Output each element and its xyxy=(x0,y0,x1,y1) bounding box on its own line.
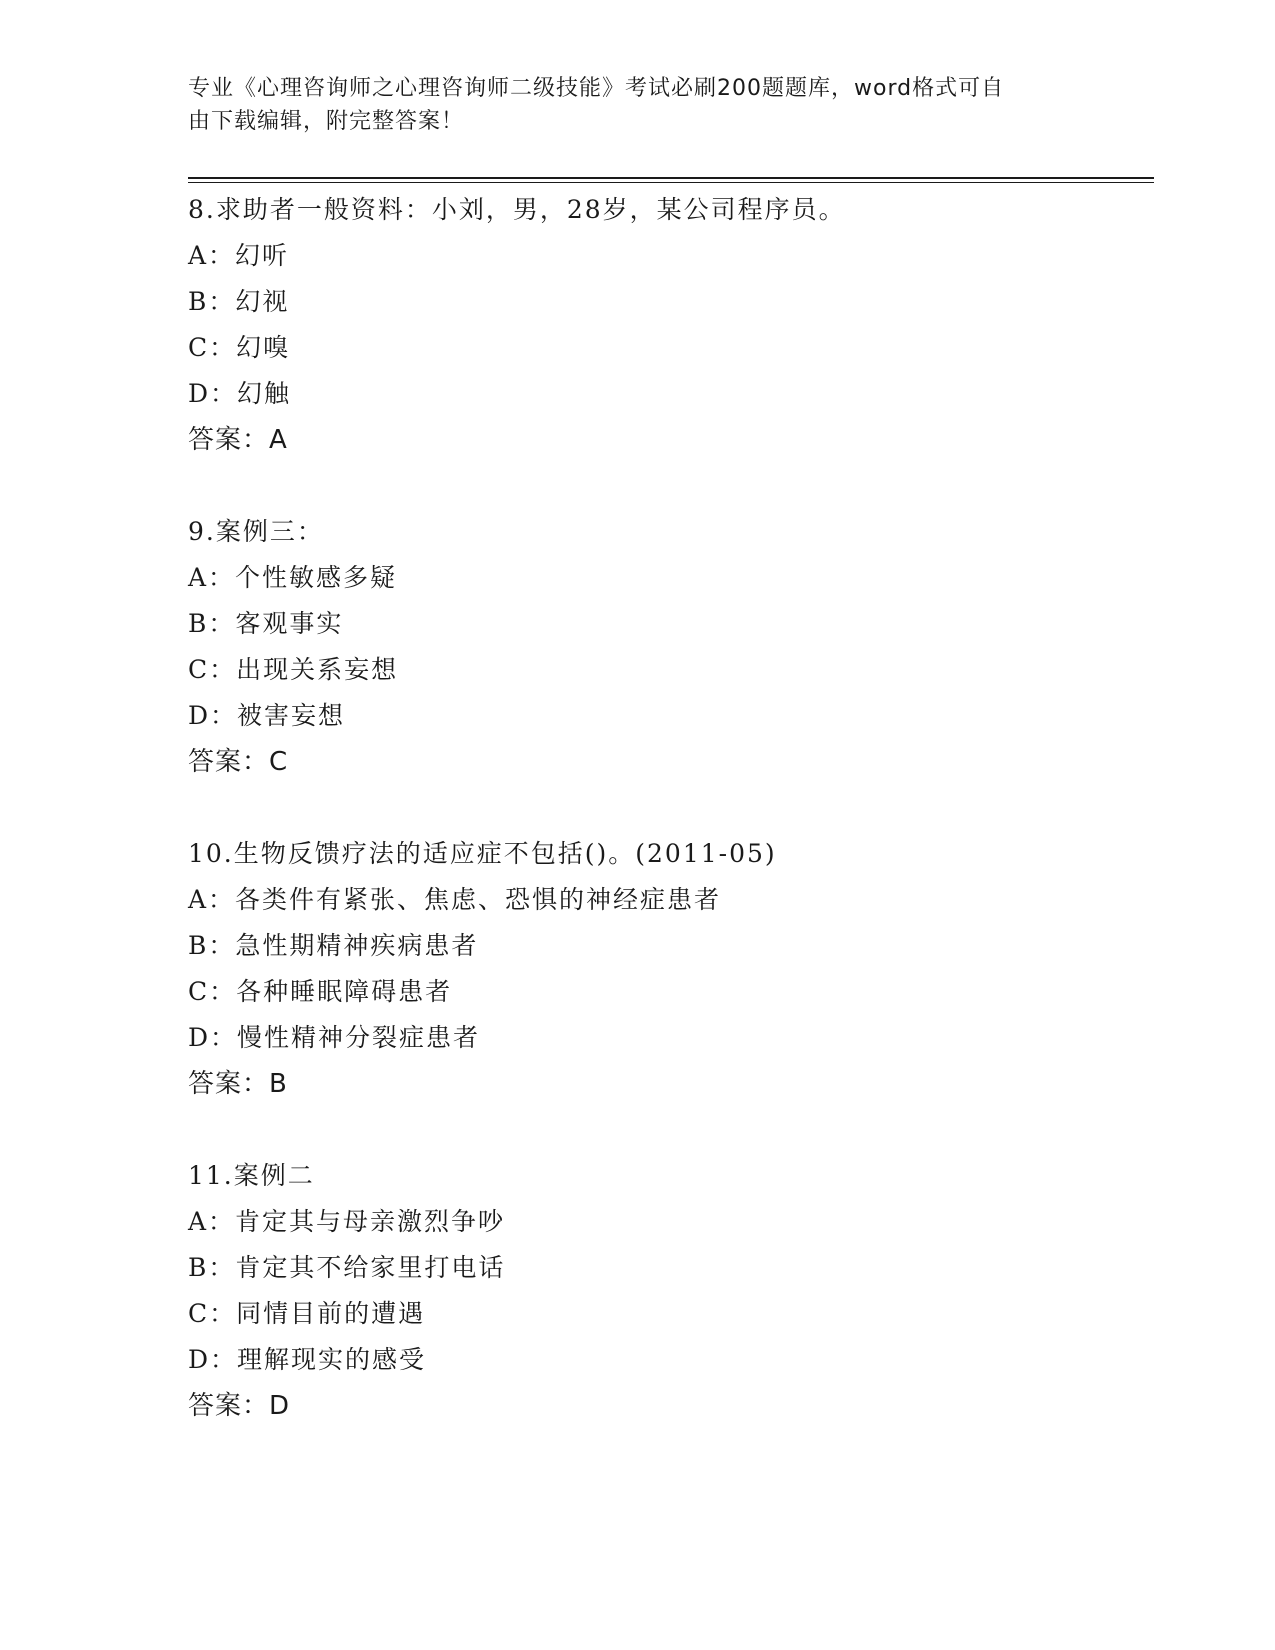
option-d: D：慢性精神分裂症患者 xyxy=(188,1023,481,1052)
option-a: A：肯定其与母亲激烈争吵 xyxy=(188,1207,506,1236)
option-d: D：被害妄想 xyxy=(188,701,346,730)
question-stem: 9.案例三： xyxy=(188,517,324,546)
answer-line: 答案：D xyxy=(188,1391,291,1421)
option-c: C：幻嗅 xyxy=(188,333,291,362)
question-item xyxy=(188,831,1154,1107)
question-stem: 11.案例二 xyxy=(188,1161,315,1190)
option-c: C：同情目前的遭遇 xyxy=(188,1299,426,1328)
header-line-2: 由下载编辑，附完整答案！ xyxy=(188,109,465,134)
option-c: C：出现关系妄想 xyxy=(188,655,399,684)
option-b: B：幻视 xyxy=(188,287,290,316)
header-divider-thin xyxy=(188,182,1154,183)
header-line-1: 专业《心理咨询师之心理咨询师二级技能》考试必刷200题题库，word格式可自 xyxy=(188,76,1005,101)
option-d: D：理解现实的感受 xyxy=(188,1345,427,1374)
option-b: B：急性期精神疾病患者 xyxy=(188,931,479,960)
option-b: B：客观事实 xyxy=(188,609,344,638)
option-a: A：幻听 xyxy=(188,241,290,270)
question-item xyxy=(188,187,1154,463)
option-a: A：各类件有紧张、焦虑、恐惧的神经症患者 xyxy=(188,885,722,914)
answer-line: 答案：C xyxy=(188,747,289,777)
question-list xyxy=(188,187,1154,1475)
question-stem: 8.求助者一般资料：小刘，男，28岁，某公司程序员。 xyxy=(188,195,846,224)
question-stem: 10.生物反馈疗法的适应症不包括()。(2011-05) xyxy=(188,839,777,868)
answer-line: 答案：B xyxy=(188,1069,288,1099)
option-b: B：肯定其不给家里打电话 xyxy=(188,1253,506,1282)
document-header xyxy=(188,72,1068,138)
answer-line: 答案：A xyxy=(188,425,288,455)
option-d: D：幻触 xyxy=(188,379,292,408)
header-divider-thick xyxy=(188,177,1154,179)
option-a: A：个性敏感多疑 xyxy=(188,563,398,592)
question-item xyxy=(188,1153,1154,1429)
option-c: C：各种睡眠障碍患者 xyxy=(188,977,453,1006)
question-item xyxy=(188,509,1154,785)
